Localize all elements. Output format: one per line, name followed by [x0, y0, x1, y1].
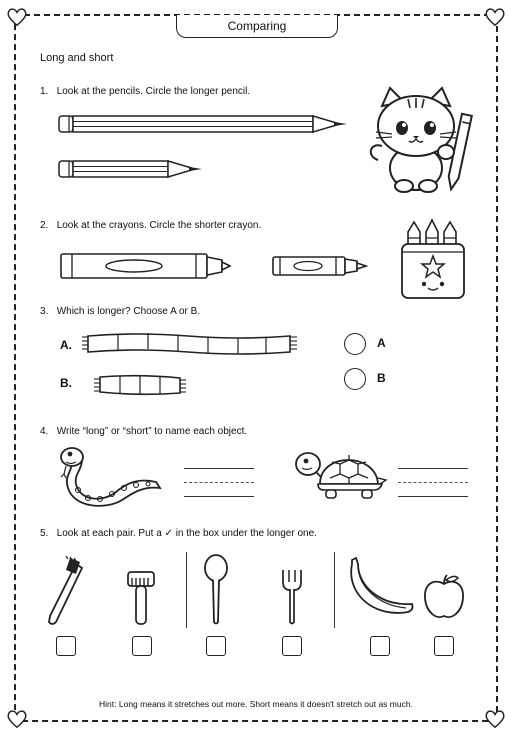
spoon-icon	[202, 554, 230, 626]
answer-baseline	[398, 496, 468, 497]
scarf-icon	[92, 372, 188, 398]
crayon-box-icon	[398, 218, 468, 302]
answer-checkbox[interactable]	[370, 636, 390, 656]
turtle-icon	[294, 446, 388, 504]
answer-checkbox[interactable]	[132, 636, 152, 656]
answer-guide-line	[184, 482, 254, 483]
apple-icon	[422, 574, 466, 620]
crayon-icon[interactable]	[272, 255, 370, 277]
snake-icon	[52, 444, 168, 508]
answer-checkbox[interactable]	[282, 636, 302, 656]
heart-icon	[484, 6, 506, 28]
item-b-label: B.	[60, 376, 72, 390]
crayon-icon[interactable]	[60, 252, 232, 280]
page-title	[176, 15, 338, 38]
fork-icon	[280, 568, 304, 626]
comb-icon	[126, 570, 156, 626]
item-a-label: A.	[60, 338, 72, 352]
answer-line[interactable]	[184, 468, 254, 469]
question-5: 5. Look at each pair. Put a ✓ in the box under the longer one.	[40, 528, 317, 539]
pair-divider	[334, 552, 335, 628]
option-b-label: B	[377, 371, 386, 385]
pencil-icon[interactable]	[58, 158, 208, 180]
banana-icon	[344, 556, 416, 618]
title-text: Comparing	[227, 19, 287, 33]
option-a-radio[interactable]	[344, 333, 366, 355]
heart-icon	[6, 708, 28, 730]
heart-icon	[484, 708, 506, 730]
answer-guide-line	[398, 482, 468, 483]
hint-text: Hint: Long means it stretches out more. Short means it doesn't stretch out as much.	[99, 699, 413, 709]
answer-baseline	[184, 496, 254, 497]
cat-icon	[368, 86, 480, 198]
section-subtitle: Long and short	[40, 52, 114, 64]
option-a-label: A	[377, 336, 386, 350]
answer-line[interactable]	[398, 468, 468, 469]
answer-checkbox[interactable]	[434, 636, 454, 656]
scarf-icon	[80, 330, 300, 358]
answer-checkbox[interactable]	[56, 636, 76, 656]
question-4: 4. Write “long” or “short” to name each object.	[40, 426, 248, 437]
question-2: 2. Look at the crayons. Circle the shorter crayon.	[40, 220, 262, 231]
pencil-icon[interactable]	[58, 113, 354, 135]
question-3: 3. Which is longer? Choose A or B.	[40, 306, 201, 317]
question-1: 1. Look at the pencils. Circle the longer pencil.	[40, 86, 251, 97]
option-b-radio[interactable]	[344, 368, 366, 390]
pair-divider	[186, 552, 187, 628]
heart-icon	[6, 6, 28, 28]
answer-checkbox[interactable]	[206, 636, 226, 656]
toothbrush-icon	[46, 556, 86, 626]
